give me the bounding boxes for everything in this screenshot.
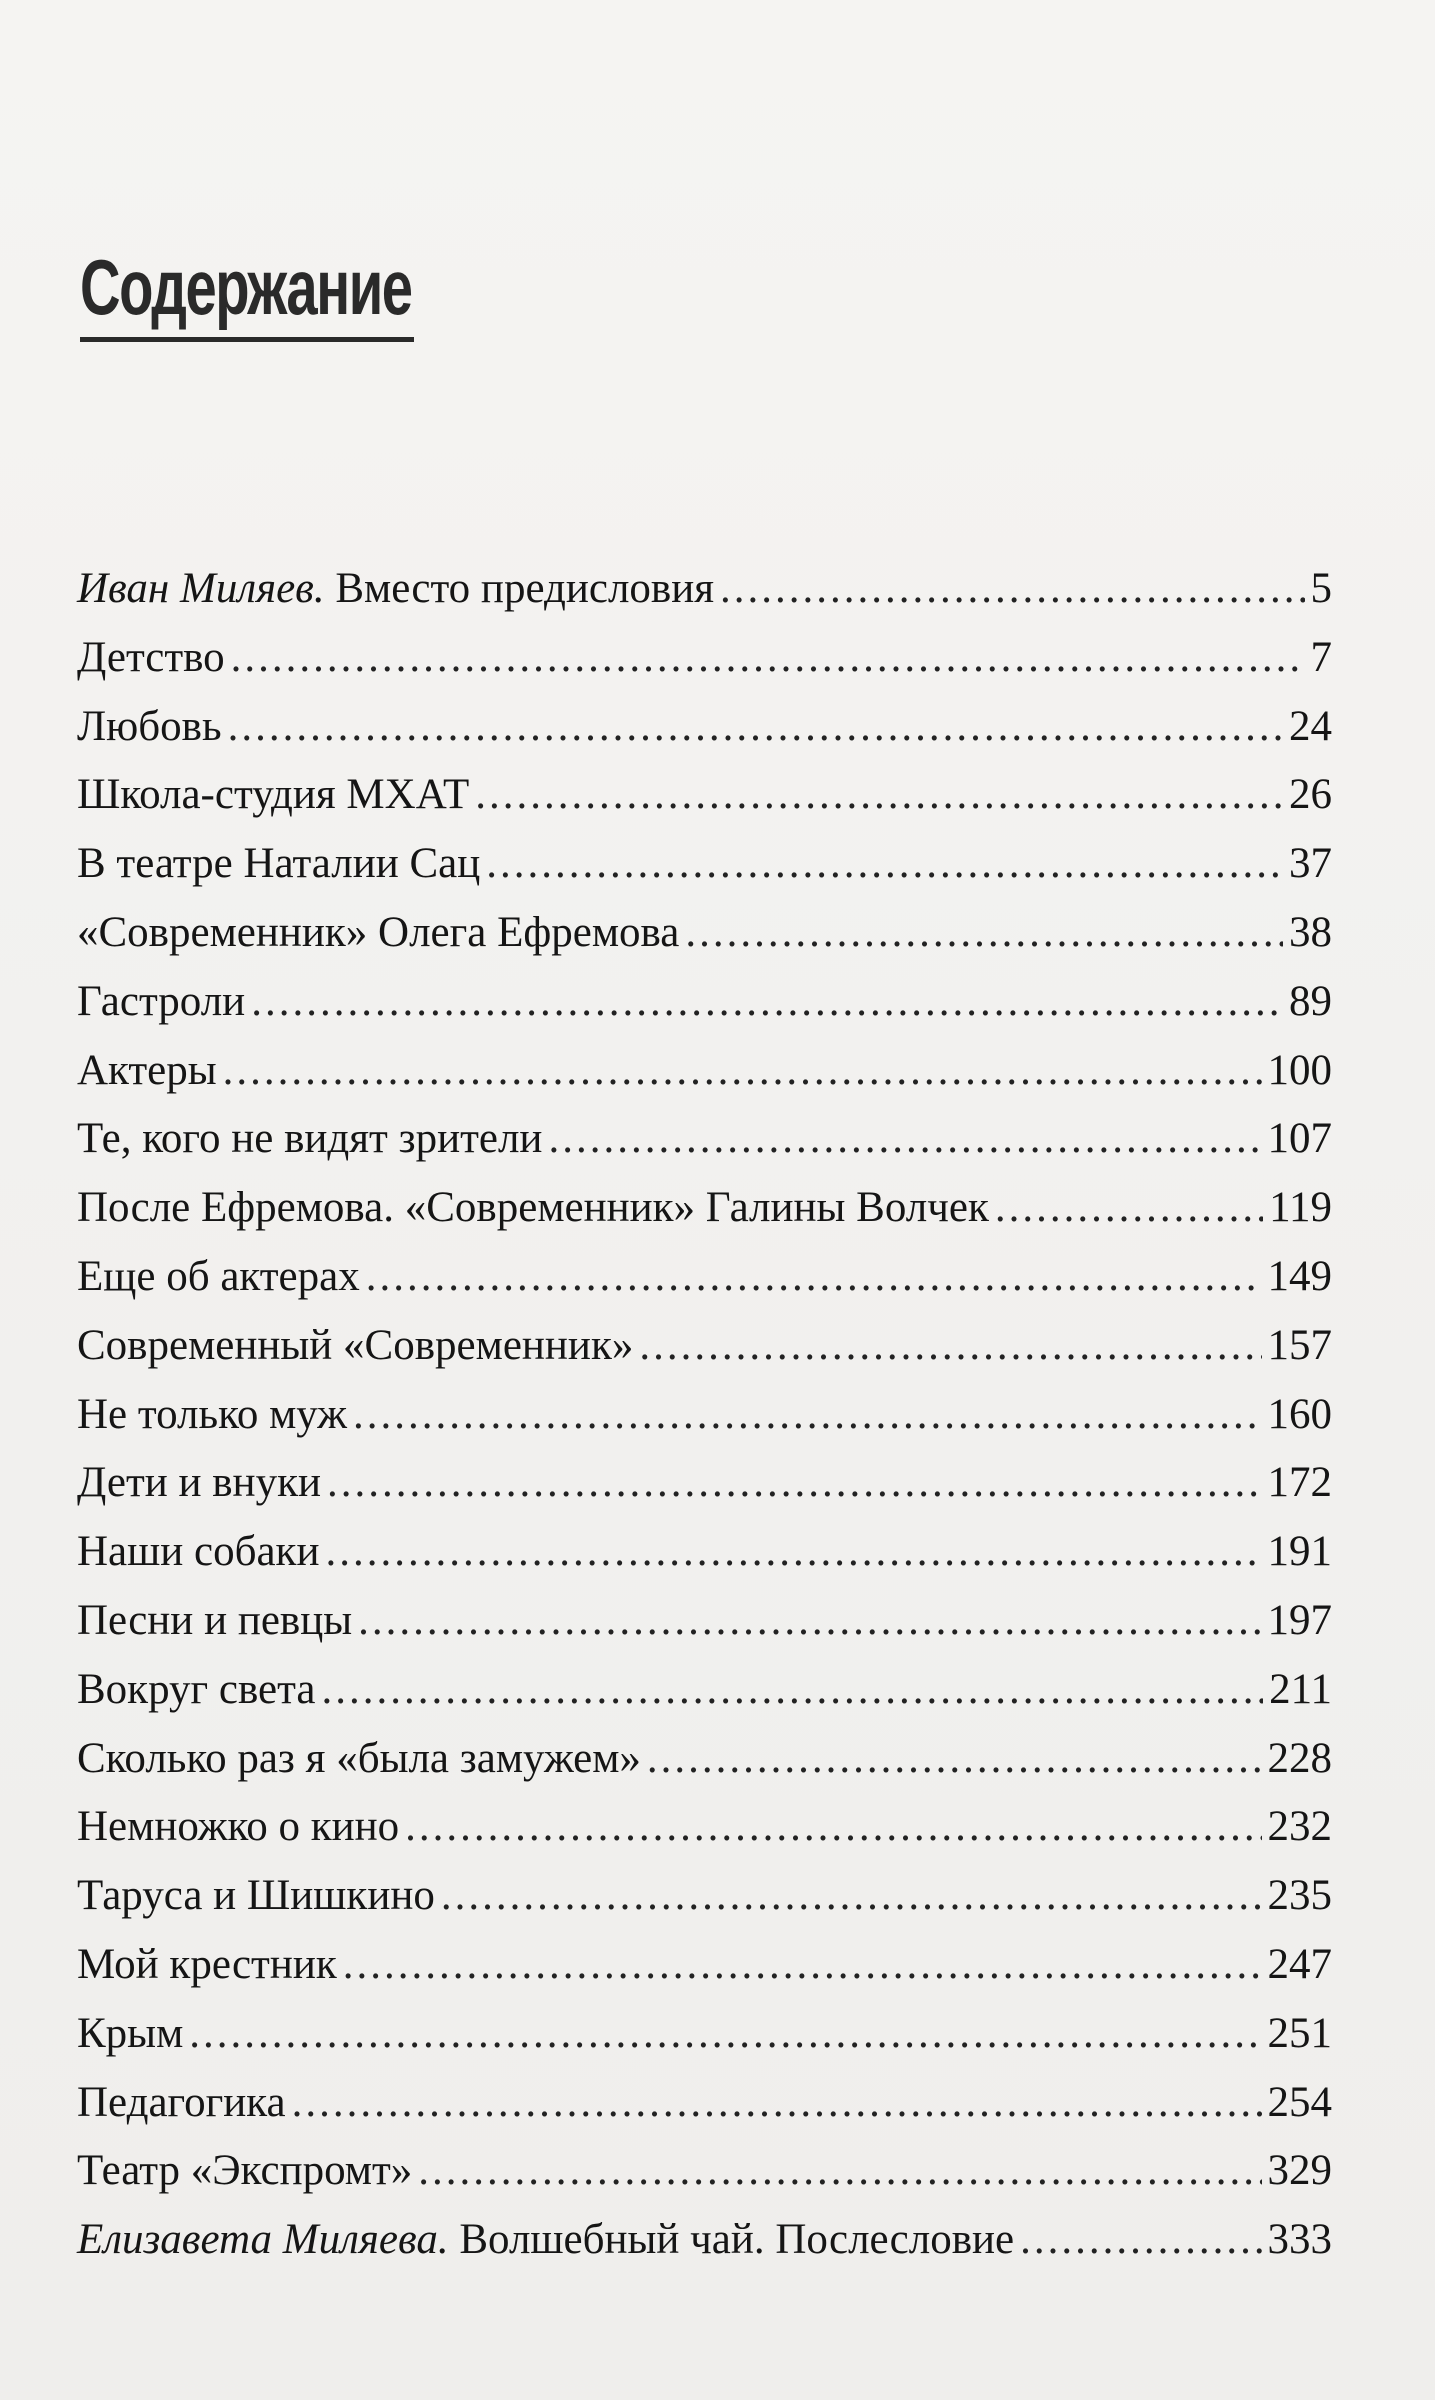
toc-entry-page-number: 7 bbox=[1310, 633, 1332, 681]
toc-entry bbox=[77, 2206, 1332, 2275]
dot-leader bbox=[322, 1656, 1264, 1725]
toc-entry-text: В театре Наталии Сац bbox=[77, 840, 481, 888]
dot-leader bbox=[228, 693, 1283, 762]
dot-leader bbox=[325, 1518, 1261, 1587]
toc-entry-title bbox=[77, 2206, 1014, 2275]
dot-leader bbox=[405, 1793, 1261, 1862]
dot-leader bbox=[685, 899, 1283, 968]
toc-entry bbox=[77, 1656, 1332, 1725]
toc-entry-title bbox=[77, 1449, 321, 1518]
toc-entry bbox=[77, 624, 1332, 693]
toc-entry-title bbox=[77, 1725, 641, 1794]
dot-leader bbox=[418, 2137, 1261, 2206]
toc-entry-text: После Ефремова. «Современник» Галины Волчек bbox=[77, 1184, 989, 1232]
dot-leader bbox=[720, 555, 1305, 624]
toc-entry-text: Песни и певцы bbox=[77, 1596, 353, 1644]
toc-entry-text: Дети и внуки bbox=[77, 1459, 321, 1507]
toc-entry-title bbox=[77, 2069, 286, 2138]
toc-entry-title bbox=[77, 2000, 183, 2069]
toc-entry-text: Современный «Современник» bbox=[77, 1321, 634, 1369]
toc-entry-text: Гастроли bbox=[77, 977, 246, 1025]
toc-entry-title bbox=[77, 830, 480, 899]
toc-entry-page-number: 172 bbox=[1267, 1459, 1332, 1507]
toc-entry bbox=[77, 1725, 1332, 1794]
toc-entry-page-number: 254 bbox=[1267, 2078, 1332, 2126]
toc-entry-title bbox=[77, 1105, 542, 1174]
dot-leader bbox=[327, 1449, 1262, 1518]
toc-entry-title bbox=[77, 555, 714, 624]
toc-entry bbox=[77, 830, 1332, 899]
toc-entry-page-number: 107 bbox=[1267, 1115, 1332, 1163]
toc-entry-page-number: 197 bbox=[1267, 1596, 1332, 1644]
toc-entry-text: Детство bbox=[77, 633, 225, 681]
toc-entry-author: Иван Миляев. bbox=[77, 565, 325, 612]
toc-entry-title bbox=[77, 1931, 337, 2000]
page-title: Содержание bbox=[80, 243, 412, 331]
toc-entry-page-number: 329 bbox=[1267, 2147, 1332, 2195]
toc-entry bbox=[77, 1381, 1332, 1450]
dot-leader bbox=[548, 1105, 1261, 1174]
toc-entry bbox=[77, 1037, 1332, 1106]
toc-entry-text: «Современник» Олега Ефремова bbox=[77, 908, 680, 956]
toc-entry-page-number: 5 bbox=[1310, 565, 1332, 612]
dot-leader bbox=[475, 761, 1283, 830]
dot-leader bbox=[995, 1174, 1263, 1243]
toc-entry bbox=[77, 1862, 1332, 1931]
toc-entry-title bbox=[77, 1518, 319, 1587]
toc-entry-text: Крым bbox=[77, 2009, 184, 2057]
toc-entry-title bbox=[77, 624, 225, 693]
toc-entry-title bbox=[77, 1037, 217, 1106]
dot-leader bbox=[639, 1312, 1261, 1381]
toc-entry-text: Немножко о кино bbox=[77, 1803, 400, 1851]
toc-entry bbox=[77, 1312, 1332, 1381]
toc-entry bbox=[77, 1931, 1332, 2000]
toc-entry-title bbox=[77, 693, 222, 762]
dot-leader bbox=[251, 968, 1283, 1037]
toc-entry-text: Любовь bbox=[77, 702, 222, 750]
toc-entry-text: Не только муж bbox=[77, 1390, 347, 1438]
toc-entry-page-number: 333 bbox=[1267, 2216, 1332, 2264]
toc-entry-page-number: 100 bbox=[1267, 1046, 1332, 1094]
toc-entry-page-number: 38 bbox=[1289, 908, 1332, 956]
toc-entry-page-number: 157 bbox=[1267, 1321, 1332, 1369]
toc-entry-title bbox=[77, 1587, 352, 1656]
toc-entry-page-number: 232 bbox=[1267, 1803, 1332, 1851]
toc-entry-text: Еще об актерах bbox=[77, 1252, 360, 1300]
toc-entry-title bbox=[77, 1656, 316, 1725]
dot-leader bbox=[223, 1037, 1262, 1106]
toc-entry-text: Сколько раз я «была замужем» bbox=[77, 1734, 641, 1782]
dot-leader bbox=[1020, 2206, 1261, 2275]
bleed-through-text bbox=[400, 130, 407, 162]
toc-entry-page-number: 160 bbox=[1267, 1390, 1332, 1438]
dot-leader bbox=[231, 624, 1305, 693]
toc-entry-text: Вокруг света bbox=[77, 1665, 316, 1713]
toc-entry-text: Театр «Экспромт» bbox=[77, 2147, 413, 2195]
toc-entry-text: Актеры bbox=[77, 1046, 217, 1094]
toc-entry-title bbox=[77, 899, 679, 968]
toc-entry bbox=[77, 2069, 1332, 2138]
toc-entry bbox=[77, 1243, 1332, 1312]
toc-entry-title bbox=[77, 1381, 347, 1450]
dot-leader bbox=[647, 1725, 1262, 1794]
toc-entry-page-number: 247 bbox=[1267, 1940, 1332, 1988]
toc-entry-title bbox=[77, 2137, 412, 2206]
toc-entry bbox=[77, 761, 1332, 830]
toc-entry-title bbox=[77, 1174, 989, 1243]
toc-entry-text: Мой крестник bbox=[77, 1940, 337, 1988]
dot-leader bbox=[441, 1862, 1262, 1931]
dot-leader bbox=[292, 2069, 1262, 2138]
table-of-contents bbox=[77, 555, 1332, 2275]
toc-entry-title bbox=[77, 968, 245, 1037]
toc-entry-page-number: 24 bbox=[1289, 702, 1332, 750]
toc-entry-title bbox=[77, 1862, 435, 1931]
toc-entry-text: Наши собаки bbox=[77, 1528, 320, 1576]
toc-entry-page-number: 26 bbox=[1289, 771, 1332, 819]
toc-entry-text: Те, кого не видят зрители bbox=[77, 1115, 543, 1163]
toc-entry-title bbox=[77, 1793, 399, 1862]
toc-entry-page-number: 211 bbox=[1269, 1665, 1332, 1713]
toc-entry-author: Елизавета Миляева. bbox=[77, 2216, 449, 2264]
toc-entry bbox=[77, 968, 1332, 1037]
toc-entry bbox=[77, 1518, 1332, 1587]
toc-entry-page-number: 228 bbox=[1267, 1734, 1332, 1782]
toc-entry bbox=[77, 2137, 1332, 2206]
toc-entry bbox=[77, 555, 1332, 624]
dot-leader bbox=[358, 1587, 1261, 1656]
toc-entry-page-number: 89 bbox=[1289, 977, 1332, 1025]
dot-leader bbox=[343, 1931, 1262, 2000]
dot-leader bbox=[486, 830, 1283, 899]
toc-entry-text: Таруса и Шишкино bbox=[77, 1872, 435, 1920]
toc-entry-text: Волшебный чай. Послесловие bbox=[448, 2216, 1015, 2264]
toc-entry bbox=[77, 693, 1332, 762]
toc-entry bbox=[77, 1449, 1332, 1518]
toc-entry bbox=[77, 1587, 1332, 1656]
toc-entry bbox=[77, 1105, 1332, 1174]
toc-entry-title bbox=[77, 1243, 360, 1312]
toc-entry-text: Школа-студия МХАТ bbox=[77, 771, 470, 819]
toc-entry bbox=[77, 2000, 1332, 2069]
toc-entry-page-number: 191 bbox=[1267, 1528, 1332, 1576]
toc-entry-page-number: 119 bbox=[1269, 1184, 1332, 1232]
toc-entry bbox=[77, 1174, 1332, 1243]
dot-leader bbox=[366, 1243, 1262, 1312]
dot-leader bbox=[353, 1381, 1262, 1450]
toc-entry-text: Вместо предисловия bbox=[324, 565, 714, 612]
toc-entry-page-number: 235 bbox=[1267, 1872, 1332, 1920]
toc-entry-page-number: 251 bbox=[1267, 2009, 1332, 2057]
toc-entry-page-number: 37 bbox=[1289, 840, 1332, 888]
toc-entry-title bbox=[77, 761, 469, 830]
dot-leader bbox=[189, 2000, 1261, 2069]
toc-entry-title bbox=[77, 1312, 633, 1381]
title-underline bbox=[80, 337, 414, 342]
toc-entry bbox=[77, 899, 1332, 968]
toc-entry-text: Педагогика bbox=[77, 2078, 286, 2126]
toc-entry bbox=[77, 1793, 1332, 1862]
toc-entry-page-number: 149 bbox=[1267, 1252, 1332, 1300]
